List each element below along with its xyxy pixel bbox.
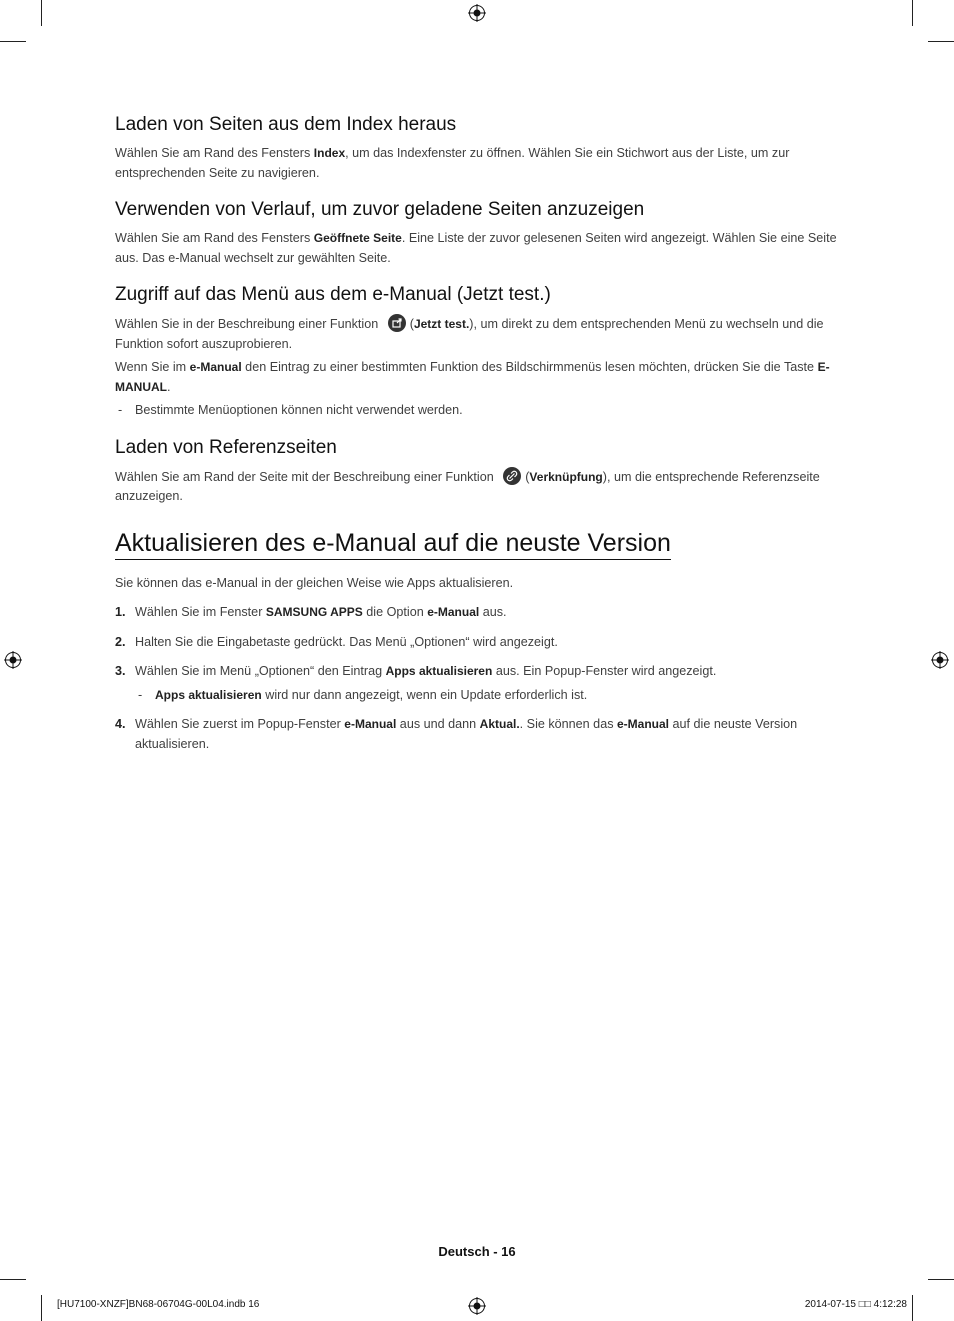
step-item: 4. Wählen Sie zuerst im Popup-Fenster e-Manual aus und dann Aktual.. Sie können das e-Manual auf die neuste Version aktualisieren.	[115, 717, 798, 751]
section-paragraph: Wählen Sie am Rand des Fensters Geöffnete Seite. Eine Liste der zuvor gelesenen Seiten wird angezeigt. Wählen Sie eine Seite aus. Das e-Manual wechselt zur gewählten Seite.	[115, 231, 837, 265]
section-index	[115, 112, 845, 183]
crop-mark	[912, 1295, 913, 1321]
registration-mark-icon	[931, 651, 949, 669]
registration-mark-icon	[4, 651, 22, 669]
note-item: - Bestimmte Menüoptionen können nicht verwendet werden.	[115, 401, 845, 421]
crop-mark	[0, 41, 26, 42]
crop-mark	[912, 0, 913, 26]
section-paragraph: Wählen Sie in der Beschreibung einer Funktion (Jetzt test.), um direkt zu dem entsprechenden Menü zu wechseln und die Funktion sofort auszuprobieren.	[115, 314, 845, 354]
crop-mark	[41, 1295, 42, 1321]
section-reference	[115, 435, 845, 507]
crop-mark	[0, 1279, 26, 1280]
page-content	[115, 112, 845, 764]
main-intro: Sie können das e-Manual in der gleichen Weise wie Apps aktualisieren.	[115, 575, 514, 590]
print-slug-file: [HU7100-XNZF]BN68-06704G-00L04.indb 16	[57, 1299, 260, 1310]
main-heading: Aktualisieren des e-Manual auf die neuste Version	[115, 527, 671, 560]
steps-list	[115, 603, 845, 754]
section-heading: Laden von Referenzseiten	[115, 436, 337, 458]
crop-mark	[928, 41, 954, 42]
step-item: 2. Halten Sie die Eingabetaste gedrückt. Das Menü „Optionen“ wird angezeigt.	[115, 634, 558, 649]
section-paragraph: Wählen Sie am Rand der Seite mit der Beschreibung einer Funktion (Verknüpfung), um die entsprechende Referenzseite anzuzeigen.	[115, 467, 845, 507]
page-number: Deutsch - 16	[438, 1244, 516, 1259]
step-item: 3. Wählen Sie im Menü „Optionen“ den Eintrag Apps aktualisieren aus. Ein Popup-Fenster wird angezeigt. - Apps aktualisieren wird nur dann angezeigt, wenn ein Update erforderlich ist.	[115, 662, 845, 705]
print-slug-date: 2014-07-15 □□ 4:12:28	[804, 1299, 907, 1310]
registration-mark-icon	[468, 1297, 486, 1315]
section-paragraph: Wählen Sie am Rand des Fensters Index, um das Indexfenster zu öffnen. Wählen Sie ein Stichwort aus der Liste, um zur entsprechenden Seite zu navigieren.	[115, 146, 790, 180]
section-heading: Zugriff auf das Menü aus dem e-Manual (Jetzt test.)	[115, 284, 551, 305]
step-note: - Apps aktualisieren wird nur dann angezeigt, wenn ein Update erforderlich ist.	[135, 686, 845, 706]
step-item: 1. Wählen Sie im Fenster SAMSUNG APPS die Option e-Manual aus.	[115, 605, 507, 619]
section-history	[115, 197, 845, 268]
section-heading: Verwenden von Verlauf, um zuvor geladene Seiten anzuzeigen	[115, 199, 645, 220]
section-paragraph: Wenn Sie im e-Manual den Eintrag zu einer bestimmten Funktion des Bildschirmmenüs lesen möchten, drücken Sie die Taste E-MANUAL.	[115, 360, 830, 394]
section-heading: Laden von Seiten aus dem Index heraus	[115, 114, 457, 135]
link-icon	[503, 467, 521, 485]
try-now-icon	[388, 314, 406, 332]
main-section	[115, 527, 845, 755]
crop-mark	[41, 0, 42, 26]
section-try-now	[115, 282, 845, 421]
crop-mark	[928, 1279, 954, 1280]
registration-mark-icon	[468, 4, 486, 22]
